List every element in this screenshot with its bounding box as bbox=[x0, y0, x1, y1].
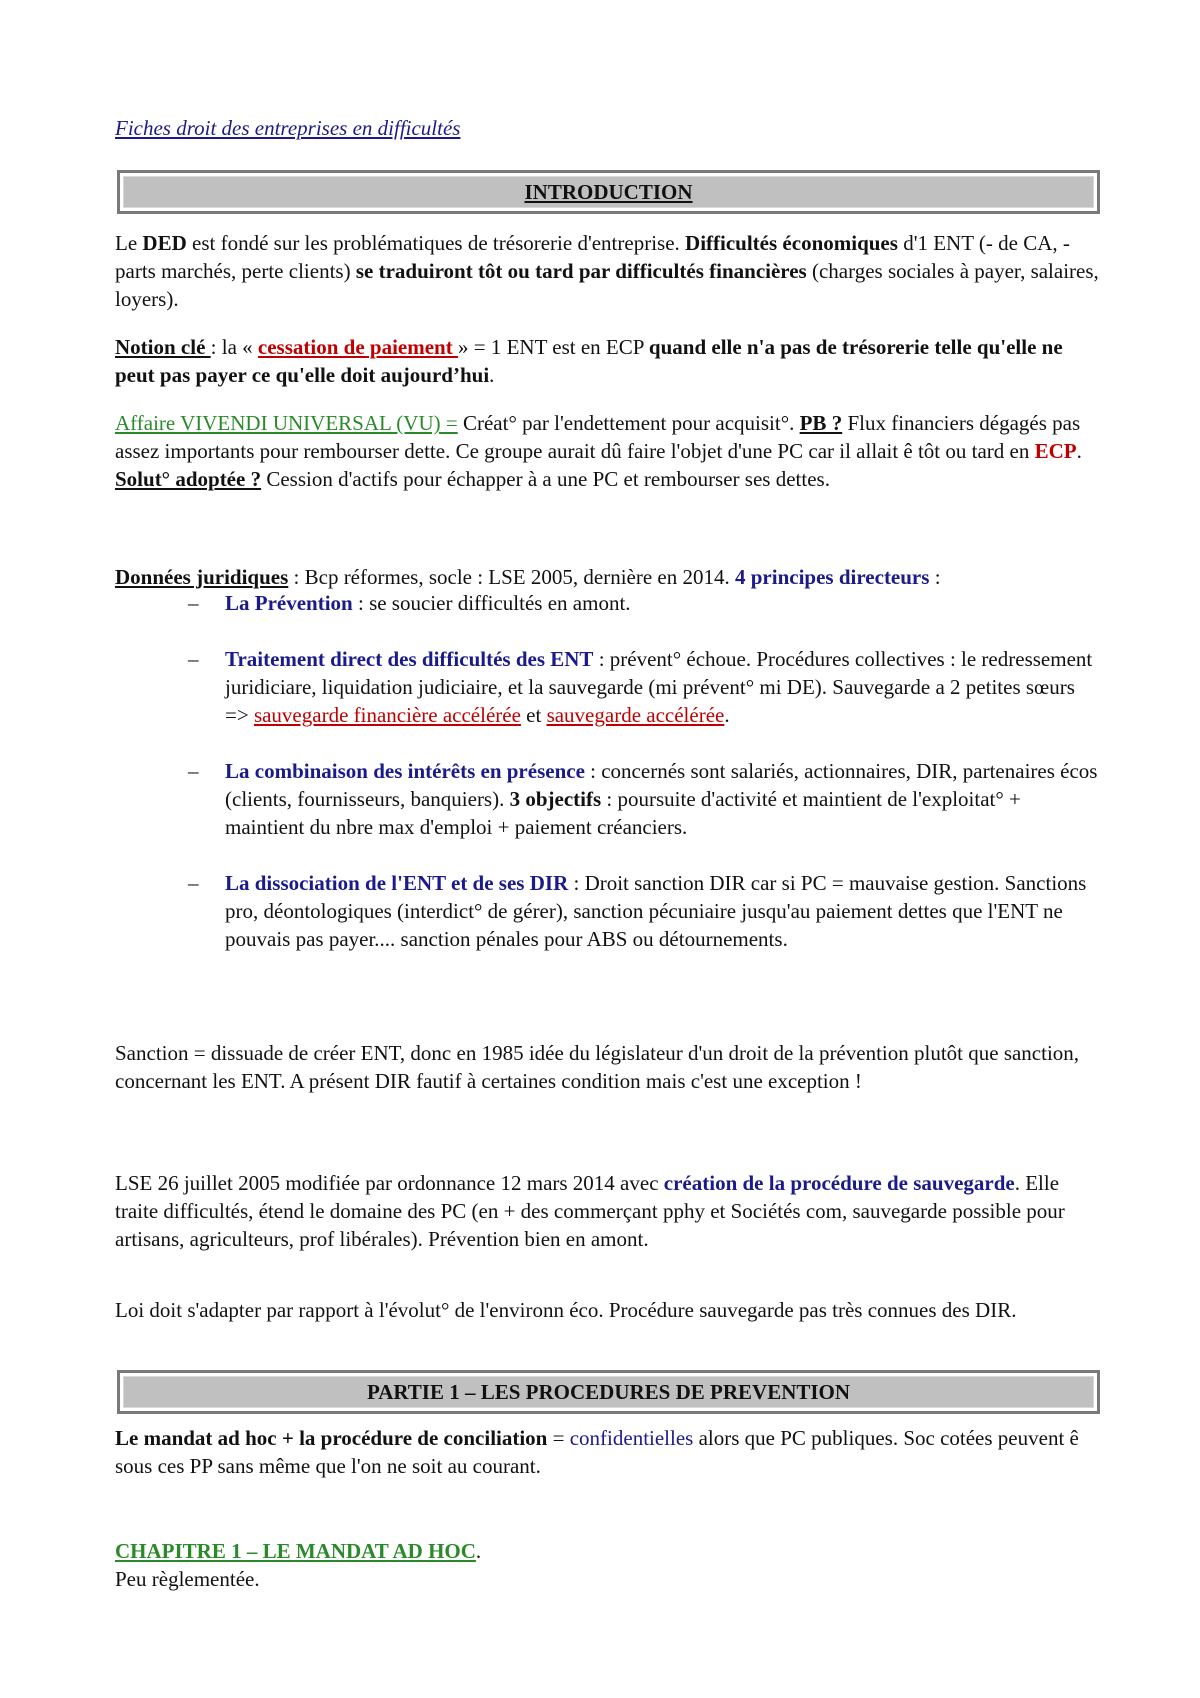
link-sauvegarde-financiere-acceleree[interactable]: sauvegarde financière accélérée bbox=[253, 703, 521, 727]
partie1-heading-box bbox=[117, 1370, 1100, 1414]
notion-cle-label: Notion clé bbox=[115, 335, 211, 359]
link-sauvegarde-acceleree[interactable]: sauvegarde accélérée bbox=[546, 703, 725, 727]
list-item: – La combinaison des intérêts en présence : concernés sont salariés, actionnaires, DIR, partenaires écos (clients, fournisseurs, banquiers). 3 objectifs : poursuite d'activité et maintient de l'exploitat° + maintient du nbre max d'emploi + paiement créanciers. bbox=[188, 759, 1098, 839]
cessation-paiement-term: cessation de paiement bbox=[257, 335, 458, 359]
paragraph-sanction: Sanction = dissuade de créer ENT, donc en 1985 idée du législateur d'un droit de la prévention plutôt que sanction, concernant les ENT. A présent DIR fautif à certaines condition mais c'est une exception ! bbox=[115, 1041, 1080, 1093]
partie1-heading: PARTIE 1 – LES PROCEDURES DE PREVENTION bbox=[123, 1376, 1094, 1408]
introduction-heading: INTRODUCTION bbox=[524, 180, 693, 204]
vivendi-label: Affaire VIVENDI UNIVERSAL (VU) = bbox=[115, 411, 458, 435]
paragraph-donnees-juridiques: Données juridiques : Bcp réformes, socle : LSE 2005, dernière en 2014. 4 principes directeurs : bbox=[115, 565, 941, 589]
paragraph-mandat-conciliation: Le mandat ad hoc + la procédure de conciliation = confidentielles alors que PC publiques. Soc cotées peuvent ê sous ces PP sans même que l'on ne soit au courant. bbox=[115, 1426, 1079, 1478]
list-item: – Traitement direct des difficultés des ENT : prévent° échoue. Procédures collectives : le redressement juridiciare, liquidation judiciaire, et la sauvegarde (mi prévent° mi DE). Sauvegarde a 2 petites sœurs => sauvegarde financière accélérée et sauvegarde accélérée. bbox=[188, 647, 1093, 727]
paragraph-ded: Le DED est fondé sur les problématiques de trésorerie d'entreprise. Difficultés économiques d'1 ENT (- de CA, - parts marchés, perte clients) se traduiront tôt ou tard par difficultés financières (charges sociales à payer, salaires, loyers). bbox=[115, 231, 1099, 311]
chapter1-heading: CHAPITRE 1 – LE MANDAT AD HOC. Peu règlementée. bbox=[115, 1537, 1100, 1593]
donnees-juridiques-label: Données juridiques bbox=[115, 565, 289, 589]
paragraph-vivendi: Affaire VIVENDI UNIVERSAL (VU) = Créat° par l'endettement pour acquisit°. PB ? Flux financiers dégagés pas assez importants pour rembourser dette. Ce groupe aurait dû faire l'objet d'une PC car il allait ê tôt ou tard en ECP. Solut° adoptée ? Cession d'actifs pour échapper à a une PC et rembourser ses dettes. bbox=[115, 411, 1082, 491]
introduction-heading-box bbox=[117, 170, 1100, 214]
paragraph-lse-2005: LSE 26 juillet 2005 modifiée par ordonnance 12 mars 2014 avec création de la procédure de sauvegarde. Elle traite difficultés, étend le domaine des PC (en + des commerçant pphy et Sociétés com, sauvegarde possible pour artisans, agriculteurs, prof libérales). Prévention bien en amont. bbox=[115, 1171, 1065, 1251]
paragraph-peu-reglementee: Peu règlementée. bbox=[115, 1567, 260, 1591]
document-title: Fiches droit des entreprises en difficultés bbox=[115, 116, 461, 140]
paragraph-loi-adapter: Loi doit s'adapter par rapport à l'évolut° de l'environn éco. Procédure sauvegarde pas très connues des DIR. bbox=[115, 1298, 1017, 1322]
chapter1-title: CHAPITRE 1 – LE MANDAT AD HOC bbox=[115, 1539, 476, 1563]
paragraph-notion-cle: Notion clé : la « cessation de paiement » = 1 ENT est en ECP quand elle n'a pas de trésorerie telle qu'elle ne peut pas payer ce qu'elle doit aujourd’hui. bbox=[115, 335, 1063, 387]
list-item: – La Prévention : se soucier difficultés en amont. bbox=[188, 591, 631, 615]
principles-list bbox=[115, 589, 1100, 953]
list-item: – La dissociation de l'ENT et de ses DIR : Droit sanction DIR car si PC = mauvaise gestion. Sanctions pro, déontologiques (interdict° de gérer), sanction pécuniaire jusqu'au paiement dettes que l'ENT ne pouvais pas payer.... sanction pénales pour ABS ou détournements. bbox=[188, 871, 1087, 951]
